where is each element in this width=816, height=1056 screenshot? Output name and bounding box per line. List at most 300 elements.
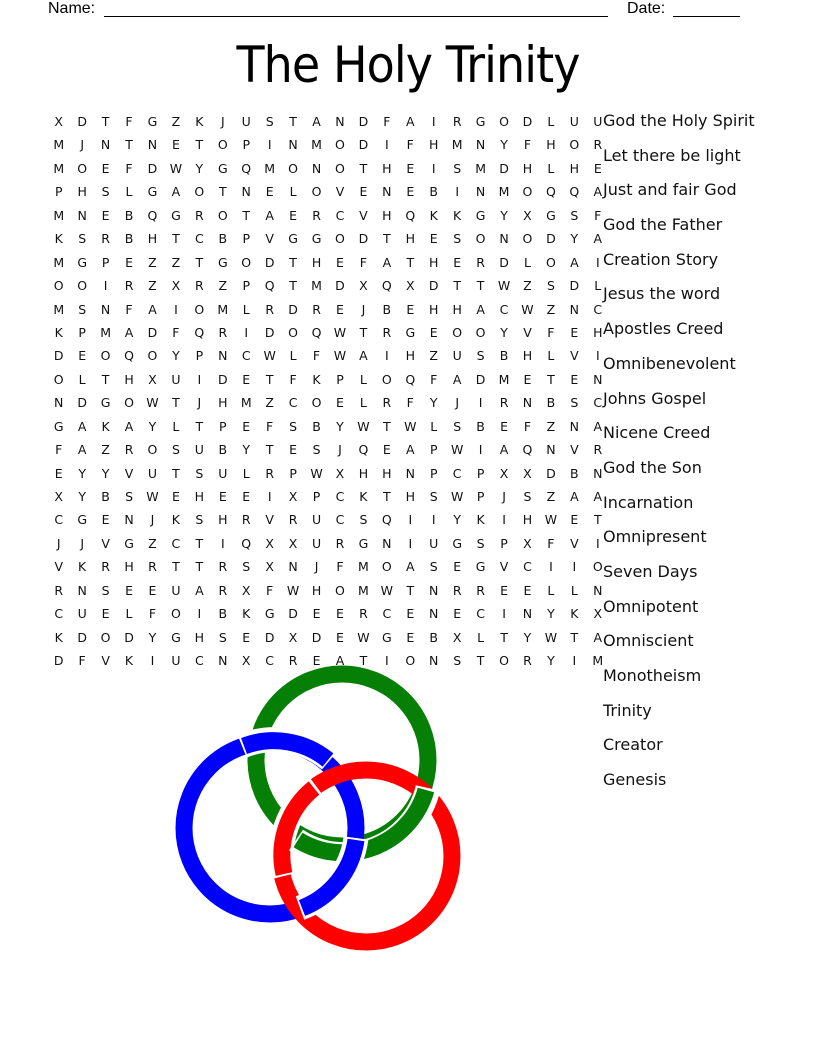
grid-cell[interactable]: X — [359, 278, 368, 294]
grid-cell[interactable]: Y — [148, 629, 157, 645]
grid-cell[interactable]: E — [101, 207, 110, 223]
grid-cell[interactable]: T — [289, 254, 297, 270]
grid-cell[interactable]: D — [53, 653, 64, 669]
grid-cell[interactable]: V — [101, 653, 110, 669]
grid-cell[interactable]: P — [242, 231, 250, 247]
grid-cell[interactable]: J — [314, 559, 319, 575]
grid-cell[interactable]: T — [195, 418, 204, 434]
grid-cell[interactable]: B — [218, 606, 228, 622]
grid-cell[interactable]: K — [570, 606, 579, 622]
grid-cell[interactable]: E — [171, 137, 180, 153]
grid-cell[interactable]: I — [455, 184, 459, 200]
grid-cell[interactable]: O — [170, 606, 181, 622]
grid-cell[interactable]: O — [335, 137, 345, 153]
grid-cell[interactable]: R — [218, 582, 228, 598]
grid-cell[interactable]: D — [217, 371, 228, 387]
grid-cell[interactable]: E — [289, 207, 298, 223]
grid-cell[interactable]: I — [197, 371, 202, 387]
grid-cell[interactable]: M — [475, 160, 486, 176]
grid-cell[interactable]: E — [406, 629, 415, 645]
grid-cell[interactable]: M — [498, 184, 510, 200]
grid-cell[interactable]: O — [288, 160, 299, 176]
grid-cell[interactable]: W — [544, 629, 558, 645]
grid-cell[interactable]: F — [547, 535, 555, 551]
grid-cell[interactable]: O — [100, 629, 111, 645]
grid-cell[interactable]: Z — [171, 254, 181, 270]
grid-cell[interactable]: C — [194, 653, 204, 669]
grid-cell[interactable]: S — [453, 231, 462, 247]
grid-cell[interactable]: C — [452, 465, 462, 481]
grid-cell[interactable]: G — [124, 535, 134, 551]
grid-cell[interactable]: O — [311, 395, 322, 411]
grid-cell[interactable]: H — [358, 465, 369, 481]
grid-cell[interactable]: P — [312, 489, 321, 504]
grid-cell[interactable]: U — [194, 442, 204, 458]
grid-cell[interactable]: T — [101, 371, 110, 387]
grid-cell[interactable]: D — [264, 254, 275, 270]
grid-cell[interactable]: L — [289, 348, 297, 364]
grid-cell[interactable]: W — [146, 489, 159, 504]
grid-cell[interactable]: A — [406, 442, 415, 458]
grid-cell[interactable]: N — [593, 465, 603, 481]
grid-cell[interactable]: G — [452, 535, 462, 551]
grid-cell[interactable]: O — [522, 184, 533, 200]
grid-cell[interactable]: T — [101, 114, 110, 129]
grid-cell[interactable]: M — [100, 324, 111, 340]
grid-cell[interactable]: D — [53, 348, 64, 364]
grid-cell[interactable]: D — [288, 606, 298, 622]
grid-cell[interactable]: F — [55, 442, 63, 458]
grid-cell[interactable]: E — [78, 348, 87, 364]
grid-cell[interactable]: E — [336, 254, 344, 270]
grid-cell[interactable]: L — [430, 418, 438, 434]
grid-cell[interactable]: W — [310, 465, 323, 481]
grid-cell[interactable]: I — [549, 559, 553, 575]
grid-cell[interactable]: R — [382, 324, 392, 340]
grid-cell[interactable]: A — [124, 324, 134, 340]
grid-cell[interactable]: B — [312, 418, 321, 434]
grid-cell[interactable]: F — [523, 418, 532, 434]
grid-cell[interactable]: M — [498, 371, 510, 387]
grid-cell[interactable]: E — [453, 559, 462, 575]
grid-cell[interactable]: N — [335, 114, 345, 129]
grid-cell[interactable]: S — [195, 512, 204, 528]
grid-cell[interactable]: S — [523, 489, 532, 504]
grid-cell[interactable]: M — [240, 395, 252, 411]
grid-cell[interactable]: W — [497, 278, 511, 294]
grid-cell[interactable]: R — [523, 653, 532, 669]
grid-cell[interactable]: O — [335, 160, 345, 176]
grid-cell[interactable]: I — [150, 653, 155, 669]
grid-cell[interactable]: V — [499, 559, 509, 575]
grid-cell[interactable]: D — [569, 278, 580, 294]
grid-cell[interactable]: I — [478, 395, 483, 411]
grid-cell[interactable]: A — [335, 653, 345, 669]
grid-cell[interactable]: Y — [101, 465, 110, 481]
grid-cell[interactable]: A — [406, 559, 415, 575]
grid-cell[interactable]: Z — [546, 301, 556, 317]
grid-cell[interactable]: V — [570, 535, 579, 551]
grid-cell[interactable]: G — [53, 418, 64, 434]
grid-cell[interactable]: N — [569, 301, 580, 317]
grid-cell[interactable]: F — [359, 254, 367, 270]
grid-cell[interactable]: S — [429, 489, 438, 504]
grid-cell[interactable]: T — [383, 489, 391, 504]
grid-cell[interactable]: H — [429, 137, 439, 153]
grid-cell[interactable]: P — [78, 324, 86, 340]
grid-cell[interactable]: F — [78, 653, 86, 669]
grid-cell[interactable]: I — [408, 512, 413, 528]
grid-cell[interactable]: N — [147, 137, 158, 153]
grid-cell[interactable]: Y — [523, 629, 532, 645]
grid-cell[interactable]: V — [54, 559, 63, 575]
grid-cell[interactable]: O — [475, 324, 486, 340]
grid-cell[interactable]: E — [429, 324, 438, 340]
grid-cell[interactable]: M — [53, 207, 65, 223]
grid-cell[interactable]: L — [125, 606, 133, 622]
grid-cell[interactable]: A — [265, 207, 274, 223]
grid-cell[interactable]: M — [311, 278, 322, 294]
grid-cell[interactable]: J — [361, 301, 366, 317]
grid-cell[interactable]: T — [125, 137, 133, 153]
grid-cell[interactable]: O — [77, 160, 88, 176]
grid-cell[interactable]: I — [267, 489, 272, 504]
grid-cell[interactable]: Y — [172, 348, 180, 364]
grid-cell[interactable]: C — [288, 395, 298, 411]
grid-cell[interactable]: R — [335, 535, 345, 551]
grid-cell[interactable]: C — [593, 395, 603, 411]
grid-cell[interactable]: T — [500, 629, 508, 645]
grid-cell[interactable]: F — [125, 114, 133, 129]
grid-cell[interactable]: C — [265, 653, 275, 669]
grid-cell[interactable]: D — [358, 231, 369, 247]
grid-cell[interactable]: D — [77, 629, 87, 645]
grid-cell[interactable]: R — [312, 207, 321, 223]
grid-cell[interactable]: T — [195, 137, 204, 153]
grid-cell[interactable]: E — [101, 512, 110, 528]
grid-cell[interactable]: Z — [265, 395, 274, 411]
grid-cell[interactable]: D — [264, 629, 275, 645]
grid-cell[interactable]: S — [195, 465, 204, 481]
grid-cell[interactable]: X — [288, 629, 298, 645]
grid-cell[interactable]: W — [357, 418, 370, 434]
grid-cell[interactable]: N — [124, 512, 134, 528]
grid-cell[interactable]: Y — [242, 442, 251, 458]
grid-cell[interactable]: Y — [429, 395, 438, 411]
grid-cell[interactable]: Z — [148, 278, 157, 294]
grid-cell[interactable]: R — [312, 301, 321, 317]
grid-cell[interactable]: W — [357, 629, 370, 645]
grid-cell[interactable]: L — [547, 114, 555, 129]
grid-cell[interactable]: T — [406, 254, 415, 270]
grid-cell[interactable]: X — [288, 535, 298, 551]
grid-cell[interactable]: A — [452, 371, 462, 387]
grid-cell[interactable]: U — [593, 114, 603, 129]
grid-cell[interactable]: N — [54, 395, 64, 411]
grid-cell[interactable]: I — [220, 535, 225, 551]
grid-cell[interactable]: O — [499, 653, 509, 669]
grid-cell[interactable]: I — [502, 512, 506, 528]
grid-cell[interactable]: G — [475, 559, 486, 575]
grid-cell[interactable]: X — [288, 489, 298, 504]
grid-cell[interactable]: H — [382, 465, 392, 481]
grid-cell[interactable]: E — [382, 442, 391, 458]
grid-cell[interactable]: V — [570, 442, 579, 458]
grid-cell[interactable]: T — [172, 559, 180, 575]
grid-cell[interactable]: K — [476, 512, 485, 528]
grid-cell[interactable]: A — [406, 114, 415, 129]
grid-cell[interactable]: E — [429, 231, 438, 247]
grid-cell[interactable]: F — [148, 606, 157, 622]
grid-cell[interactable]: M — [358, 582, 369, 598]
grid-cell[interactable]: D — [335, 278, 345, 294]
grid-cell[interactable]: G — [358, 535, 369, 551]
grid-cell[interactable]: O — [381, 559, 392, 575]
word-search-grid[interactable] — [47, 110, 610, 673]
grid-cell[interactable]: F — [172, 324, 180, 340]
grid-cell[interactable]: H — [218, 395, 228, 411]
grid-cell[interactable]: N — [288, 559, 298, 575]
grid-cell[interactable]: V — [265, 512, 274, 528]
grid-cell[interactable]: C — [335, 489, 345, 504]
grid-cell[interactable]: A — [359, 348, 368, 364]
grid-cell[interactable]: N — [311, 160, 322, 176]
grid-cell[interactable]: Q — [124, 348, 134, 364]
name-field[interactable] — [104, 16, 608, 17]
grid-cell[interactable]: O — [217, 207, 228, 223]
grid-cell[interactable]: K — [54, 231, 63, 247]
grid-cell[interactable]: B — [546, 395, 556, 411]
grid-cell[interactable]: I — [385, 137, 389, 153]
grid-cell[interactable]: M — [311, 137, 322, 153]
grid-cell[interactable]: W — [169, 160, 183, 176]
grid-cell[interactable]: Q — [147, 207, 158, 223]
grid-cell[interactable]: E — [336, 301, 344, 317]
grid-cell[interactable]: P — [242, 137, 250, 153]
grid-cell[interactable]: E — [242, 371, 251, 387]
grid-cell[interactable]: C — [476, 606, 485, 622]
grid-cell[interactable]: T — [265, 442, 274, 458]
grid-cell[interactable]: Y — [570, 231, 579, 247]
grid-cell[interactable]: L — [359, 395, 367, 411]
grid-cell[interactable]: T — [218, 184, 227, 200]
grid-cell[interactable]: O — [241, 254, 252, 270]
grid-cell[interactable]: J — [455, 395, 459, 411]
grid-cell[interactable]: U — [569, 114, 579, 129]
grid-cell[interactable]: F — [547, 324, 555, 340]
grid-cell[interactable]: O — [475, 231, 486, 247]
grid-cell[interactable]: D — [147, 324, 158, 340]
grid-cell[interactable]: F — [266, 582, 274, 598]
grid-cell[interactable]: Q — [522, 442, 533, 458]
grid-cell[interactable]: R — [101, 231, 110, 247]
grid-cell[interactable]: O — [147, 442, 158, 458]
grid-cell[interactable]: O — [569, 137, 580, 153]
grid-cell[interactable]: Q — [241, 160, 252, 176]
grid-cell[interactable]: E — [336, 629, 344, 645]
grid-cell[interactable]: R — [288, 512, 298, 528]
grid-cell[interactable]: T — [593, 512, 602, 528]
grid-cell[interactable]: O — [592, 559, 603, 575]
grid-cell[interactable]: T — [289, 114, 297, 129]
grid-cell[interactable]: B — [218, 231, 228, 247]
grid-cell[interactable]: E — [500, 418, 508, 434]
grid-cell[interactable]: S — [476, 348, 485, 364]
grid-cell[interactable]: A — [77, 442, 87, 458]
grid-cell[interactable]: D — [546, 465, 556, 481]
grid-cell[interactable]: T — [195, 254, 204, 270]
grid-cell[interactable]: P — [476, 489, 485, 504]
grid-cell[interactable]: Y — [547, 653, 555, 669]
grid-cell[interactable]: C — [499, 301, 509, 317]
grid-cell[interactable]: C — [593, 301, 603, 317]
grid-cell[interactable]: M — [217, 301, 229, 317]
grid-cell[interactable]: B — [570, 465, 579, 481]
grid-cell[interactable]: X — [335, 465, 345, 481]
grid-cell[interactable]: N — [522, 395, 533, 411]
grid-cell[interactable]: N — [218, 348, 228, 364]
grid-cell[interactable]: X — [523, 535, 532, 551]
grid-cell[interactable]: E — [406, 301, 415, 317]
grid-cell[interactable]: Q — [311, 324, 322, 340]
grid-cell[interactable]: C — [382, 606, 392, 622]
grid-cell[interactable]: F — [336, 559, 344, 575]
grid-cell[interactable]: X — [499, 465, 509, 481]
grid-cell[interactable]: Y — [195, 160, 204, 176]
grid-cell[interactable]: O — [288, 324, 299, 340]
grid-cell[interactable]: L — [547, 348, 555, 364]
grid-cell[interactable]: N — [429, 653, 439, 669]
grid-cell[interactable]: S — [546, 278, 555, 294]
grid-cell[interactable]: Z — [148, 254, 157, 270]
grid-cell[interactable]: H — [522, 348, 533, 364]
grid-cell[interactable]: G — [382, 629, 392, 645]
grid-cell[interactable]: Z — [523, 278, 532, 294]
grid-cell[interactable]: E — [336, 606, 344, 622]
grid-cell[interactable]: M — [53, 301, 65, 317]
grid-cell[interactable]: J — [56, 535, 61, 551]
grid-cell[interactable]: E — [242, 418, 251, 434]
grid-cell[interactable]: G — [311, 231, 322, 247]
grid-cell[interactable]: K — [54, 324, 63, 340]
grid-cell[interactable]: R — [382, 395, 392, 411]
grid-cell[interactable]: O — [499, 114, 509, 129]
grid-cell[interactable]: E — [406, 160, 415, 176]
grid-cell[interactable]: R — [241, 512, 251, 528]
grid-cell[interactable]: T — [570, 629, 579, 645]
grid-cell[interactable]: O — [405, 653, 416, 669]
grid-cell[interactable]: C — [335, 512, 345, 528]
grid-cell[interactable]: G — [77, 512, 87, 528]
grid-cell[interactable]: N — [218, 653, 228, 669]
grid-cell[interactable]: S — [453, 160, 462, 176]
grid-cell[interactable]: N — [522, 606, 533, 622]
grid-cell[interactable]: M — [53, 137, 65, 153]
grid-cell[interactable]: G — [147, 114, 158, 129]
grid-cell[interactable]: F — [289, 371, 297, 387]
grid-cell[interactable]: N — [77, 207, 87, 223]
grid-cell[interactable]: H — [311, 254, 322, 270]
grid-cell[interactable]: G — [217, 254, 228, 270]
grid-cell[interactable]: S — [78, 301, 87, 317]
grid-cell[interactable]: Z — [546, 418, 556, 434]
grid-cell[interactable]: H — [147, 231, 158, 247]
grid-cell[interactable]: S — [453, 418, 462, 434]
grid-cell[interactable]: E — [242, 489, 251, 504]
grid-cell[interactable]: I — [385, 653, 389, 669]
grid-cell[interactable]: W — [146, 395, 159, 411]
grid-cell[interactable]: W — [521, 301, 534, 317]
grid-cell[interactable]: V — [570, 348, 579, 364]
grid-cell[interactable]: Q — [381, 512, 392, 528]
grid-cell[interactable]: I — [502, 606, 506, 622]
grid-cell[interactable]: H — [194, 489, 205, 504]
grid-cell[interactable]: I — [572, 559, 577, 575]
grid-cell[interactable]: S — [101, 184, 110, 200]
grid-cell[interactable]: O — [335, 582, 345, 598]
grid-cell[interactable]: I — [174, 301, 178, 317]
grid-cell[interactable]: J — [338, 442, 342, 458]
grid-cell[interactable]: D — [475, 371, 486, 387]
grid-cell[interactable]: D — [546, 231, 556, 247]
grid-cell[interactable]: T — [172, 231, 180, 247]
grid-cell[interactable]: V — [101, 535, 110, 551]
grid-cell[interactable]: A — [570, 254, 579, 270]
grid-cell[interactable]: F — [125, 301, 133, 317]
grid-cell[interactable]: T — [195, 535, 204, 551]
grid-cell[interactable]: E — [359, 184, 368, 200]
grid-cell[interactable]: S — [218, 629, 227, 645]
grid-cell[interactable]: V — [523, 324, 532, 340]
grid-cell[interactable]: O — [53, 278, 64, 294]
grid-cell[interactable]: N — [569, 418, 580, 434]
grid-cell[interactable]: Z — [101, 442, 110, 458]
grid-cell[interactable]: U — [452, 348, 462, 364]
grid-cell[interactable]: P — [429, 442, 438, 458]
grid-cell[interactable]: O — [545, 254, 556, 270]
grid-cell[interactable]: N — [382, 535, 392, 551]
grid-cell[interactable]: A — [382, 254, 392, 270]
grid-cell[interactable]: T — [359, 653, 368, 669]
grid-cell[interactable]: E — [171, 489, 180, 504]
grid-cell[interactable]: N — [100, 137, 111, 153]
grid-cell[interactable]: I — [431, 160, 436, 176]
grid-cell[interactable]: A — [593, 418, 603, 434]
grid-cell[interactable]: I — [431, 114, 436, 129]
grid-cell[interactable]: W — [450, 442, 464, 458]
grid-cell[interactable]: B — [499, 348, 509, 364]
grid-cell[interactable]: U — [311, 512, 322, 528]
grid-cell[interactable]: E — [453, 254, 462, 270]
grid-cell[interactable]: A — [593, 489, 603, 504]
grid-cell[interactable]: F — [523, 137, 532, 153]
grid-cell[interactable]: Q — [405, 207, 416, 223]
grid-cell[interactable]: O — [124, 395, 134, 411]
grid-cell[interactable]: E — [125, 582, 133, 598]
grid-cell[interactable]: N — [405, 465, 415, 481]
grid-cell[interactable]: E — [242, 629, 251, 645]
grid-cell[interactable]: L — [78, 371, 86, 387]
grid-cell[interactable]: E — [570, 324, 579, 340]
grid-cell[interactable]: C — [54, 512, 64, 528]
grid-cell[interactable]: R — [452, 582, 462, 598]
grid-cell[interactable]: I — [595, 348, 600, 364]
grid-cell[interactable]: I — [572, 653, 577, 669]
grid-cell[interactable]: T — [195, 559, 204, 575]
grid-cell[interactable]: F — [430, 371, 438, 387]
grid-cell[interactable]: P — [242, 278, 250, 294]
grid-cell[interactable]: N — [475, 184, 486, 200]
